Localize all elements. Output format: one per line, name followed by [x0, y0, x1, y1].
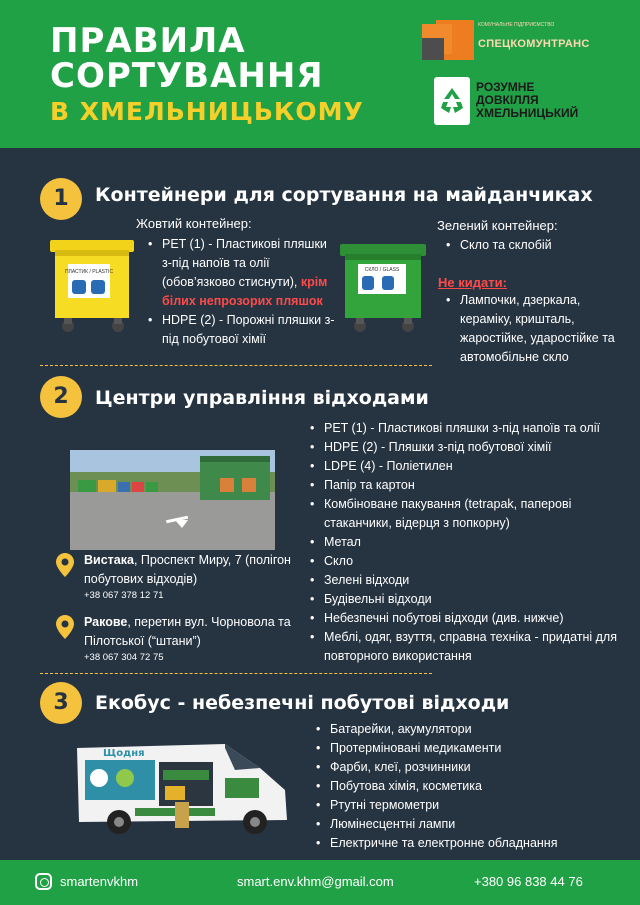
phone-link[interactable]: +380 96 838 44 76 — [474, 874, 583, 889]
list-item: • Будівельні відходи — [310, 590, 622, 609]
ecobus-image — [75, 738, 295, 838]
title-line-3: В ХМЕЛЬНИЦЬКОМУ — [50, 97, 364, 126]
header-banner — [0, 0, 640, 148]
green-container-heading: Зелений контейнер: — [437, 218, 558, 233]
do-not-throw-list — [446, 291, 621, 367]
location-address: , перетин вул. Чорновола та Пілотської (“штани”) — [84, 615, 291, 648]
list-item: • Скло та склобій — [446, 236, 626, 255]
list-item: • Люмінесцентні лампи — [316, 815, 616, 834]
title-line-2: СОРТУВАННЯ — [50, 56, 324, 96]
location-phone: +38 067 304 72 75 — [84, 652, 164, 663]
location-rakove — [56, 613, 316, 663]
list-item: • Фарби, клеї, розчинники — [316, 758, 616, 777]
section-3-title: Екобус - небезпечні побутові відходи — [95, 692, 510, 714]
waste-center-photo — [70, 450, 275, 550]
logo1-subtitle: КОМУНАЛЬНЕ ПІДПРИЄМСТВО — [478, 22, 555, 28]
exception-text: крім білих непрозорих пляшок — [162, 275, 328, 308]
instagram-icon — [35, 873, 52, 890]
list-item: • Електричне та електронне обладнання — [316, 834, 616, 853]
logo2-line-2: ДОВКІЛЛЯ — [476, 93, 539, 107]
section-2-number: 2 — [40, 376, 82, 418]
logo2-line-3: ХМЕЛЬНИЦЬКИЙ — [476, 106, 579, 120]
ecobus-list — [316, 720, 616, 853]
email-link[interactable]: smart.env.khm@gmail.com — [237, 874, 394, 889]
logo2-line-1: РОЗУМНЕ — [476, 80, 535, 94]
yellow-container — [48, 236, 136, 341]
section-divider — [40, 365, 432, 366]
list-item: • Протерміновані медикаменти — [316, 739, 616, 758]
list-item: • Зелені відходи — [310, 571, 622, 590]
location-name: Ракове — [84, 615, 128, 629]
title-line-1: ПРАВИЛА — [50, 21, 246, 61]
yellow-container-list — [148, 235, 338, 349]
list-item: • Небезпечні побутові відходи (див. нижче) — [310, 609, 622, 628]
location-name: Вистака — [84, 553, 134, 567]
do-not-throw-heading: Не кидати: — [438, 275, 507, 290]
section-2-title: Центри управління відходами — [95, 387, 429, 409]
list-item: • PET (1) - Пластикові пляшки з-під напоїв та олії (обов’язково стиснути), крім білих непрозорих пляшок — [148, 235, 338, 311]
yellow-container-heading: Жовтий контейнер: — [136, 216, 252, 231]
list-item: • HDPE (2) - Порожні пляшки з-під побутової хімії — [148, 311, 338, 349]
yellow-bin-label: ПЛАСТИК / PLASTIC — [64, 269, 114, 275]
green-container — [338, 240, 428, 341]
green-bin-label: СКЛО / GLASS — [364, 267, 400, 273]
location-vystaka — [56, 551, 316, 601]
page-title — [50, 21, 364, 130]
spetskomuntrans-logo — [422, 20, 612, 62]
smart-environment-logo — [434, 77, 614, 127]
recycle-icon — [434, 77, 470, 125]
list-item: • Меблі, одяг, взуття, справна техніка - придатні для повторного використання — [310, 628, 622, 666]
bus-text: Щодня — [103, 748, 145, 759]
map-pin-icon — [56, 553, 74, 577]
location-address: , Проспект Миру, 7 (полігон побутових відходів) — [84, 553, 291, 586]
list-item: • PET (1) - Пластикові пляшки з-під напоїв та олії — [310, 419, 622, 438]
footer — [0, 860, 640, 905]
list-item: • Побутова хімія, косметика — [316, 777, 616, 796]
list-item: • Батарейки, акумулятори — [316, 720, 616, 739]
map-pin-icon — [56, 615, 74, 639]
list-item: • Лампочки, дзеркала, кераміку, кришталь, жаростійке, ударостійке та автомобільне скло — [446, 291, 621, 367]
list-item: • Папір та картон — [310, 476, 622, 495]
list-item: • LDPE (4) - Поліетилен — [310, 457, 622, 476]
waste-center-list — [310, 419, 622, 666]
section-divider — [40, 673, 432, 674]
section-3-number: 3 — [40, 682, 82, 724]
list-item: • Ртутні термометри — [316, 796, 616, 815]
instagram-handle[interactable]: smartenvkhm — [60, 874, 139, 889]
section-1-title: Контейнери для сортування на майданчиках — [95, 184, 593, 206]
list-item: • Скло — [310, 552, 622, 571]
green-container-list — [446, 236, 626, 255]
list-item: • HDPE (2) - Пляшки з-під побутової хімії — [310, 438, 622, 457]
location-phone: +38 067 378 12 71 — [84, 590, 164, 601]
logo1-name: СПЕЦКОМУНТРАНС — [478, 38, 590, 50]
list-item: • Метал — [310, 533, 622, 552]
section-1-number: 1 — [40, 178, 82, 220]
list-item: • Комбіноване пакування (tetrapak, паперові стаканчики, відерця з попкорну) — [310, 495, 622, 533]
